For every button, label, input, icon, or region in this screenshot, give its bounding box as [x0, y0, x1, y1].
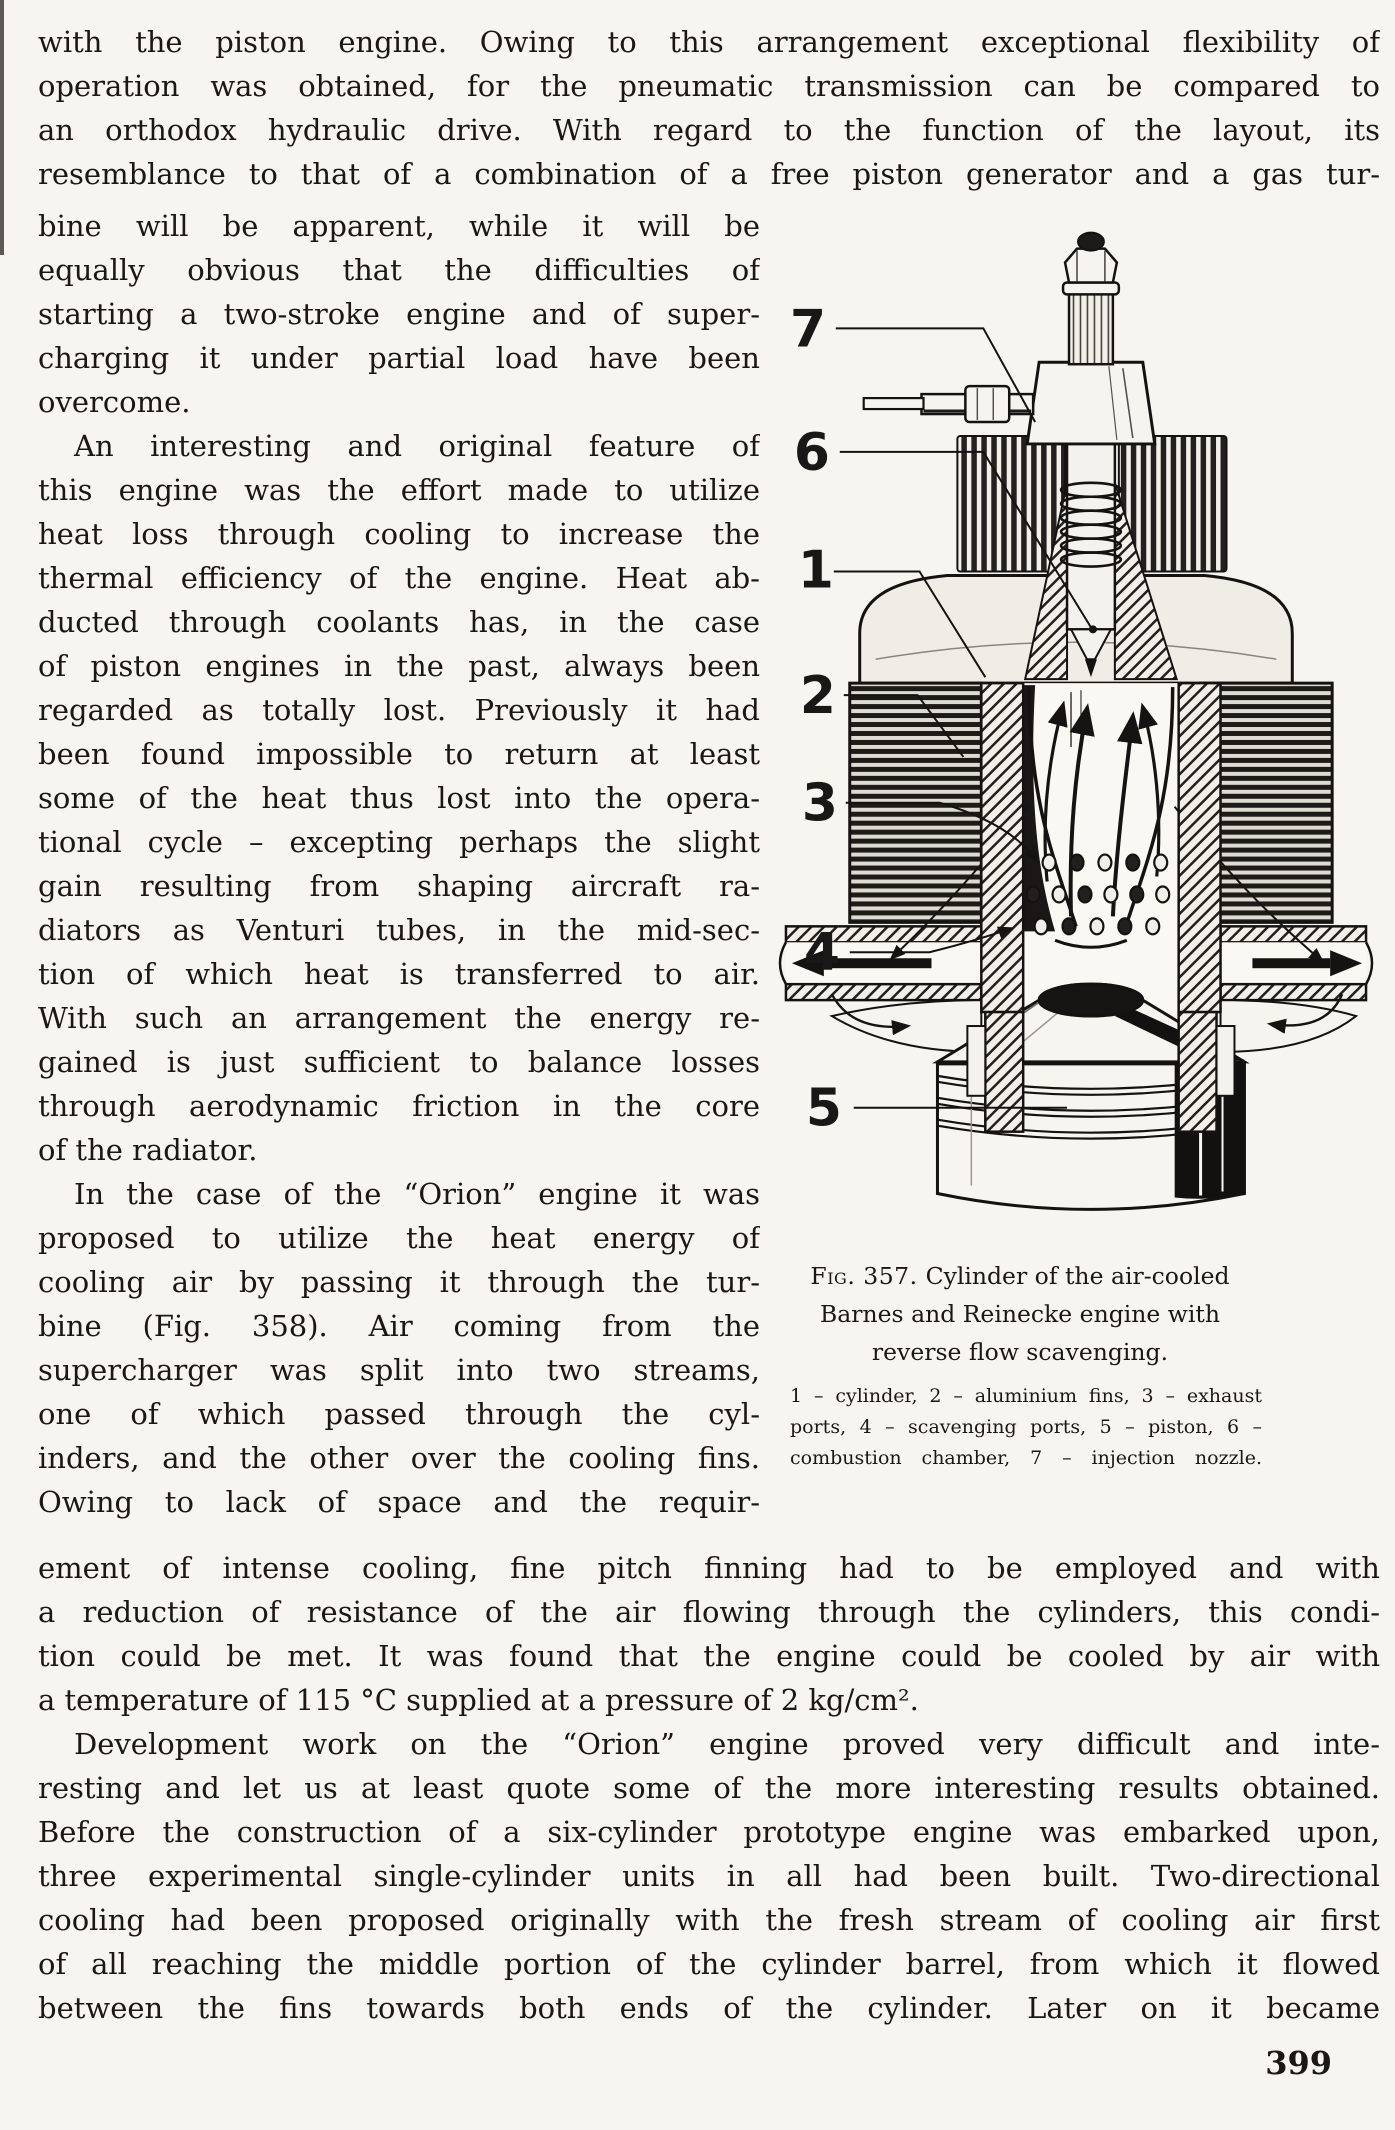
text-line: tion of which heat is transferred to air. [38, 957, 760, 991]
figure-column [772, 204, 1380, 1524]
text-line: ement of intense cooling, fine pitch finning had to be employed and with [38, 1551, 1380, 1585]
text-line: operation was obtained, for the pneumatic transmission can be compared to [38, 69, 1380, 103]
text-line: tion could be met. It was found that the engine could be cooled by air with [38, 1639, 1380, 1673]
bottom-paragraphs [38, 1546, 1380, 2030]
text-line: In the case of the “Orion” engine it was [74, 1177, 760, 1211]
text-line: An interesting and original feature of [74, 429, 760, 463]
text-line: between the fins towards both ends of the cylinder. Later on it became [38, 1991, 1380, 2025]
engine-cylinder-figure-illustration [772, 228, 1380, 1231]
text-line: through aerodynamic friction in the core [38, 1089, 760, 1123]
callout-numbers [790, 299, 842, 1138]
text-line: heat loss through cooling to increase the [38, 517, 760, 551]
figure-callout-2: 2 [799, 666, 836, 727]
figure-callout-3: 3 [801, 773, 838, 834]
text-line: of the radiator. [38, 1133, 258, 1167]
text-line: cooling had been proposed originally with the fresh stream of cooling air first [38, 1903, 1380, 1937]
text-line: gain resulting from shaping aircraft ra- [38, 869, 760, 903]
text-line: Before the construction of a six-cylinder prototype engine was embarked upon, [38, 1815, 1380, 1849]
text-line: overcome. [38, 385, 191, 419]
text-line: thermal efficiency of the engine. Heat ab- [38, 561, 760, 595]
text-line: bine will be apparent, while it will be [38, 209, 760, 243]
text-line: diators as Venturi tubes, in the mid-sec- [38, 913, 760, 947]
page-footer [38, 2044, 1380, 2082]
figure-legend-line: combustion chamber, 7 – injection nozzle. [790, 1447, 1262, 1469]
text-line: of all reaching the middle portion of the cylinder barrel, from which it flowed [38, 1947, 1380, 1981]
cylinder-interior [1023, 683, 1178, 1012]
figure-caption-line: Barnes and Reinecke engine with [819, 1300, 1220, 1328]
figure-callout-5: 5 [805, 1078, 842, 1139]
text-line: with the piston engine. Owing to this arrangement exceptional flexibility of [38, 25, 1380, 59]
text-line: been found impossible to return at least [38, 737, 760, 771]
text-line: charging it under partial load have been [38, 341, 760, 375]
text-line: regarded as totally lost. Previously it had [38, 693, 760, 727]
text-line: this engine was the effort made to utilize [38, 473, 760, 507]
text-line: of piston engines in the past, always been [38, 649, 760, 683]
figure-legend-line: 1 – cylinder, 2 – aluminium fins, 3 – exhaust [790, 1385, 1262, 1407]
text-line: equally obvious that the difficulties of [38, 253, 760, 287]
scan-edge-artifact [0, 0, 4, 255]
text-line: a temperature of 115 °C supplied at a pressure of 2 kg/cm². [38, 1683, 919, 1717]
figure-number-label: Fig. 357. [810, 1262, 918, 1290]
text-line: some of the heat thus lost into the opera- [38, 781, 760, 815]
intro-paragraph [38, 20, 1380, 196]
figure-callout-7: 7 [789, 299, 827, 360]
figure-caption-line: reverse flow scavenging. [871, 1338, 1169, 1366]
page-number: 399 [1265, 2044, 1332, 2082]
text-line: Owing to lack of space and the requir- [38, 1485, 760, 1519]
figure-caption-line [794, 1257, 1246, 1295]
text-line: ducted through coolants has, in the case [38, 605, 760, 639]
figure-callout-1: 1 [797, 540, 834, 601]
text-line: inders, and the other over the cooling fins. [38, 1441, 760, 1475]
figure-legend [790, 1381, 1262, 1474]
text-line: resemblance to that of a combination of a free piston generator and a gas tur- [38, 157, 1380, 191]
text-line: gained is just sufficient to balance losses [38, 1045, 760, 1079]
left-text-column [38, 204, 760, 1524]
figure-caption [794, 1257, 1246, 1371]
text-line: Development work on the “Orion” engine proved very difficult and inte- [74, 1727, 1380, 1761]
figure-callout-6: 6 [793, 422, 830, 483]
figure-caption-text: Cylinder of the air-cooled [925, 1262, 1230, 1290]
text-line: proposed to utilize the heat energy of [38, 1221, 760, 1255]
text-line: resting and let us at least quote some of the more interesting results obtained. [38, 1771, 1380, 1805]
text-line: an orthodox hydraulic drive. With regard to the function of the layout, its [38, 113, 1380, 147]
text-line: cooling air by passing it through the tur- [38, 1265, 760, 1299]
text-line: starting a two-stroke engine and of super- [38, 297, 760, 331]
text-line: With such an arrangement the energy re- [38, 1001, 760, 1035]
injection-nozzle [864, 233, 1155, 444]
text-line: three experimental single-cylinder units in all had been built. Two-directional [38, 1859, 1380, 1893]
text-line: tional cycle – excepting perhaps the slight [38, 825, 760, 859]
figure-legend-line: ports, 4 – scavenging ports, 5 – piston, 6 – [790, 1416, 1262, 1438]
text-line: one of which passed through the cyl- [38, 1397, 760, 1431]
figure-callout-4: 4 [803, 923, 840, 984]
two-column-section [38, 204, 1380, 1524]
text-line: bine (Fig. 358). Air coming from the [38, 1309, 760, 1343]
text-line: a reduction of resistance of the air flowing through the cylinders, this condi- [38, 1595, 1380, 1629]
text-line: supercharger was split into two streams, [38, 1353, 760, 1387]
